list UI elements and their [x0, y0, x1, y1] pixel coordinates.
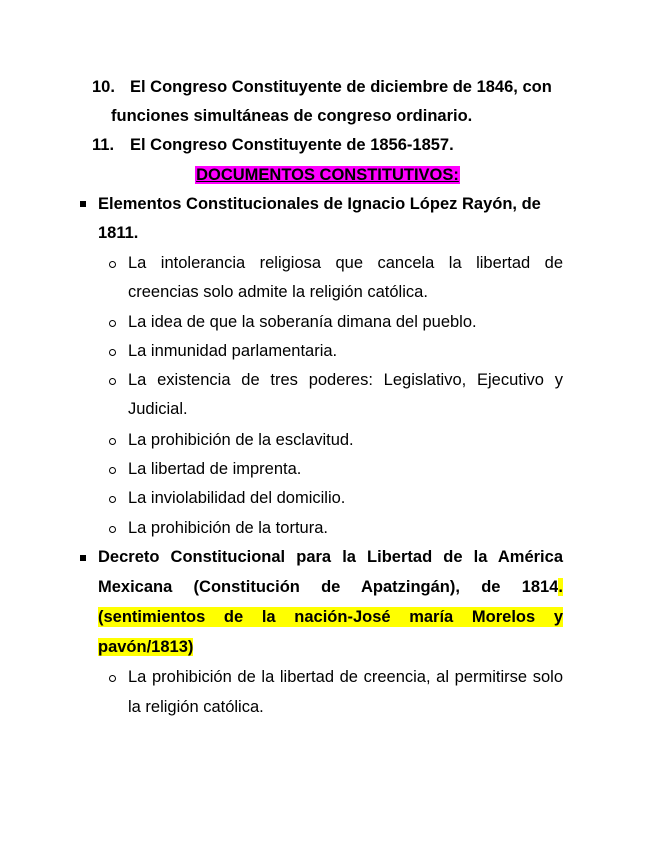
circle-bullet-icon: [109, 496, 116, 503]
list-item: La prohibición de la tortura.: [128, 519, 328, 537]
list-number: 11.: [92, 136, 115, 154]
list-item: La prohibición de la libertad de creencia, al permitirse solo: [128, 668, 563, 686]
list-item: La libertad de imprenta.: [128, 460, 302, 478]
circle-bullet-icon: [109, 675, 116, 682]
list-item: La intolerancia religiosa que cancela la libertad de: [128, 254, 563, 272]
list-item-cont: la religión católica.: [128, 698, 264, 716]
section1-title-cont: 1811.: [98, 224, 139, 242]
square-bullet-icon: [80, 201, 86, 207]
list-item: La inmunidad parlamentaria.: [128, 342, 338, 360]
list-item-cont: creencias solo admite la religión católica.: [128, 283, 428, 301]
list-item: La inviolabilidad del domicilio.: [128, 489, 346, 507]
section2-title: Decreto Constitucional para la Libertad de la América: [98, 548, 563, 566]
circle-bullet-icon: [109, 438, 116, 445]
section1-title: Elementos Constitucionales de Ignacio López Rayón, de: [98, 195, 541, 213]
circle-bullet-icon: [109, 526, 116, 533]
numbered-item-text: funciones simultáneas de congreso ordinario.: [111, 107, 473, 125]
circle-bullet-icon: [109, 378, 116, 385]
section2-highlight-line: pavón/1813): [98, 638, 194, 656]
square-bullet-icon: [80, 555, 86, 561]
circle-bullet-icon: [109, 467, 116, 474]
list-number: 10.: [92, 78, 115, 96]
list-item: La existencia de tres poderes: Legislativo, Ejecutivo y: [128, 371, 563, 389]
circle-bullet-icon: [109, 261, 116, 268]
list-item-cont: Judicial.: [128, 400, 188, 418]
list-item: La idea de que la soberanía dimana del pueblo.: [128, 313, 477, 331]
list-item: La prohibición de la esclavitud.: [128, 431, 354, 449]
circle-bullet-icon: [109, 349, 116, 356]
circle-bullet-icon: [109, 320, 116, 327]
section-heading-text: DOCUMENTOS CONSTITUTIVOS:: [196, 166, 459, 184]
section-heading: [0, 165, 655, 185]
section2-highlight-line: (sentimientos de la nación-José maría Morelos y: [98, 608, 563, 626]
numbered-item-text: El Congreso Constituyente de diciembre de 1846, con: [130, 78, 552, 96]
section2-title-cont: Mexicana (Constitución de Apatzingán), de 1814.: [98, 578, 563, 596]
numbered-item-text: El Congreso Constituyente de 1856-1857.: [130, 136, 454, 154]
highlighted-dot: .: [558, 578, 563, 596]
